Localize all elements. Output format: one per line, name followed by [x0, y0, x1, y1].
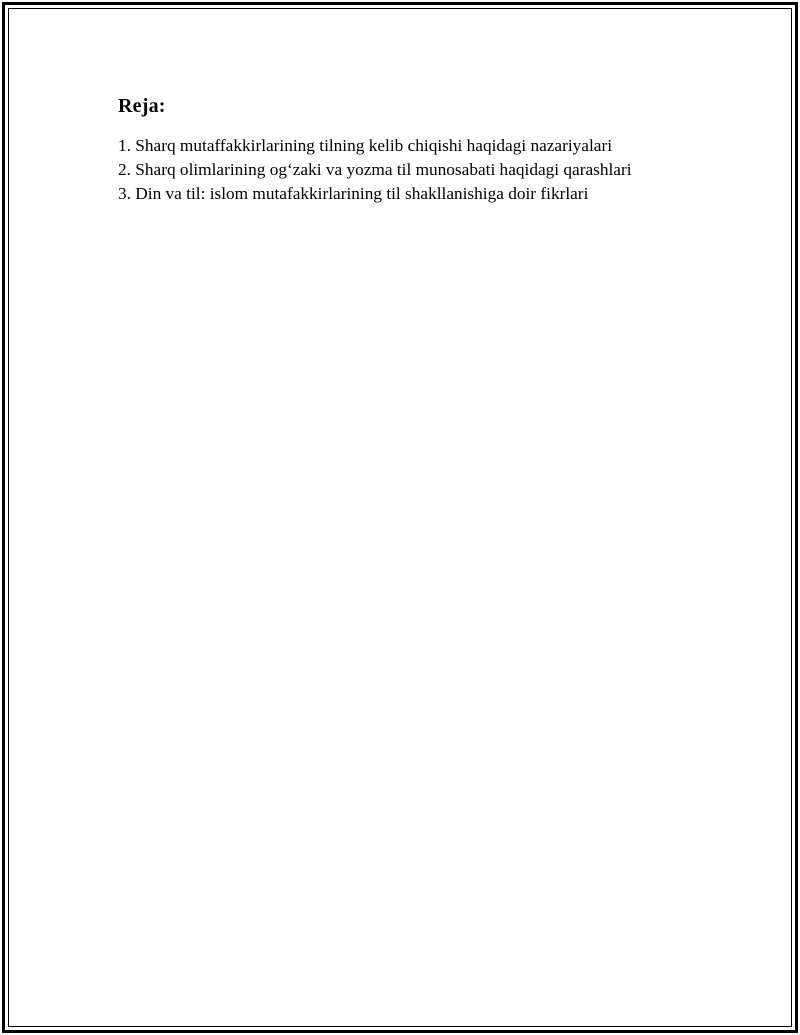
plan-list	[118, 134, 718, 206]
document-content	[118, 94, 718, 206]
plan-item-number: 2.	[118, 160, 131, 179]
plan-item-text: Sharq mutaffakkirlarining tilning kelib chiqishi haqidagi nazariyalari	[135, 136, 612, 155]
plan-item-text: Din va til: islom mutafakkirlarining til shakllanishiga doir fikrlari	[135, 184, 589, 203]
plan-item-number: 1.	[118, 136, 131, 155]
plan-item	[118, 134, 718, 158]
plan-title: Reja:	[118, 95, 166, 117]
plan-item	[118, 182, 718, 206]
plan-item	[118, 158, 718, 182]
plan-item-number: 3.	[118, 184, 131, 203]
plan-item-text: Sharq olimlarining og‘zaki va yozma til munosabati haqidagi qarashlari	[135, 160, 632, 179]
